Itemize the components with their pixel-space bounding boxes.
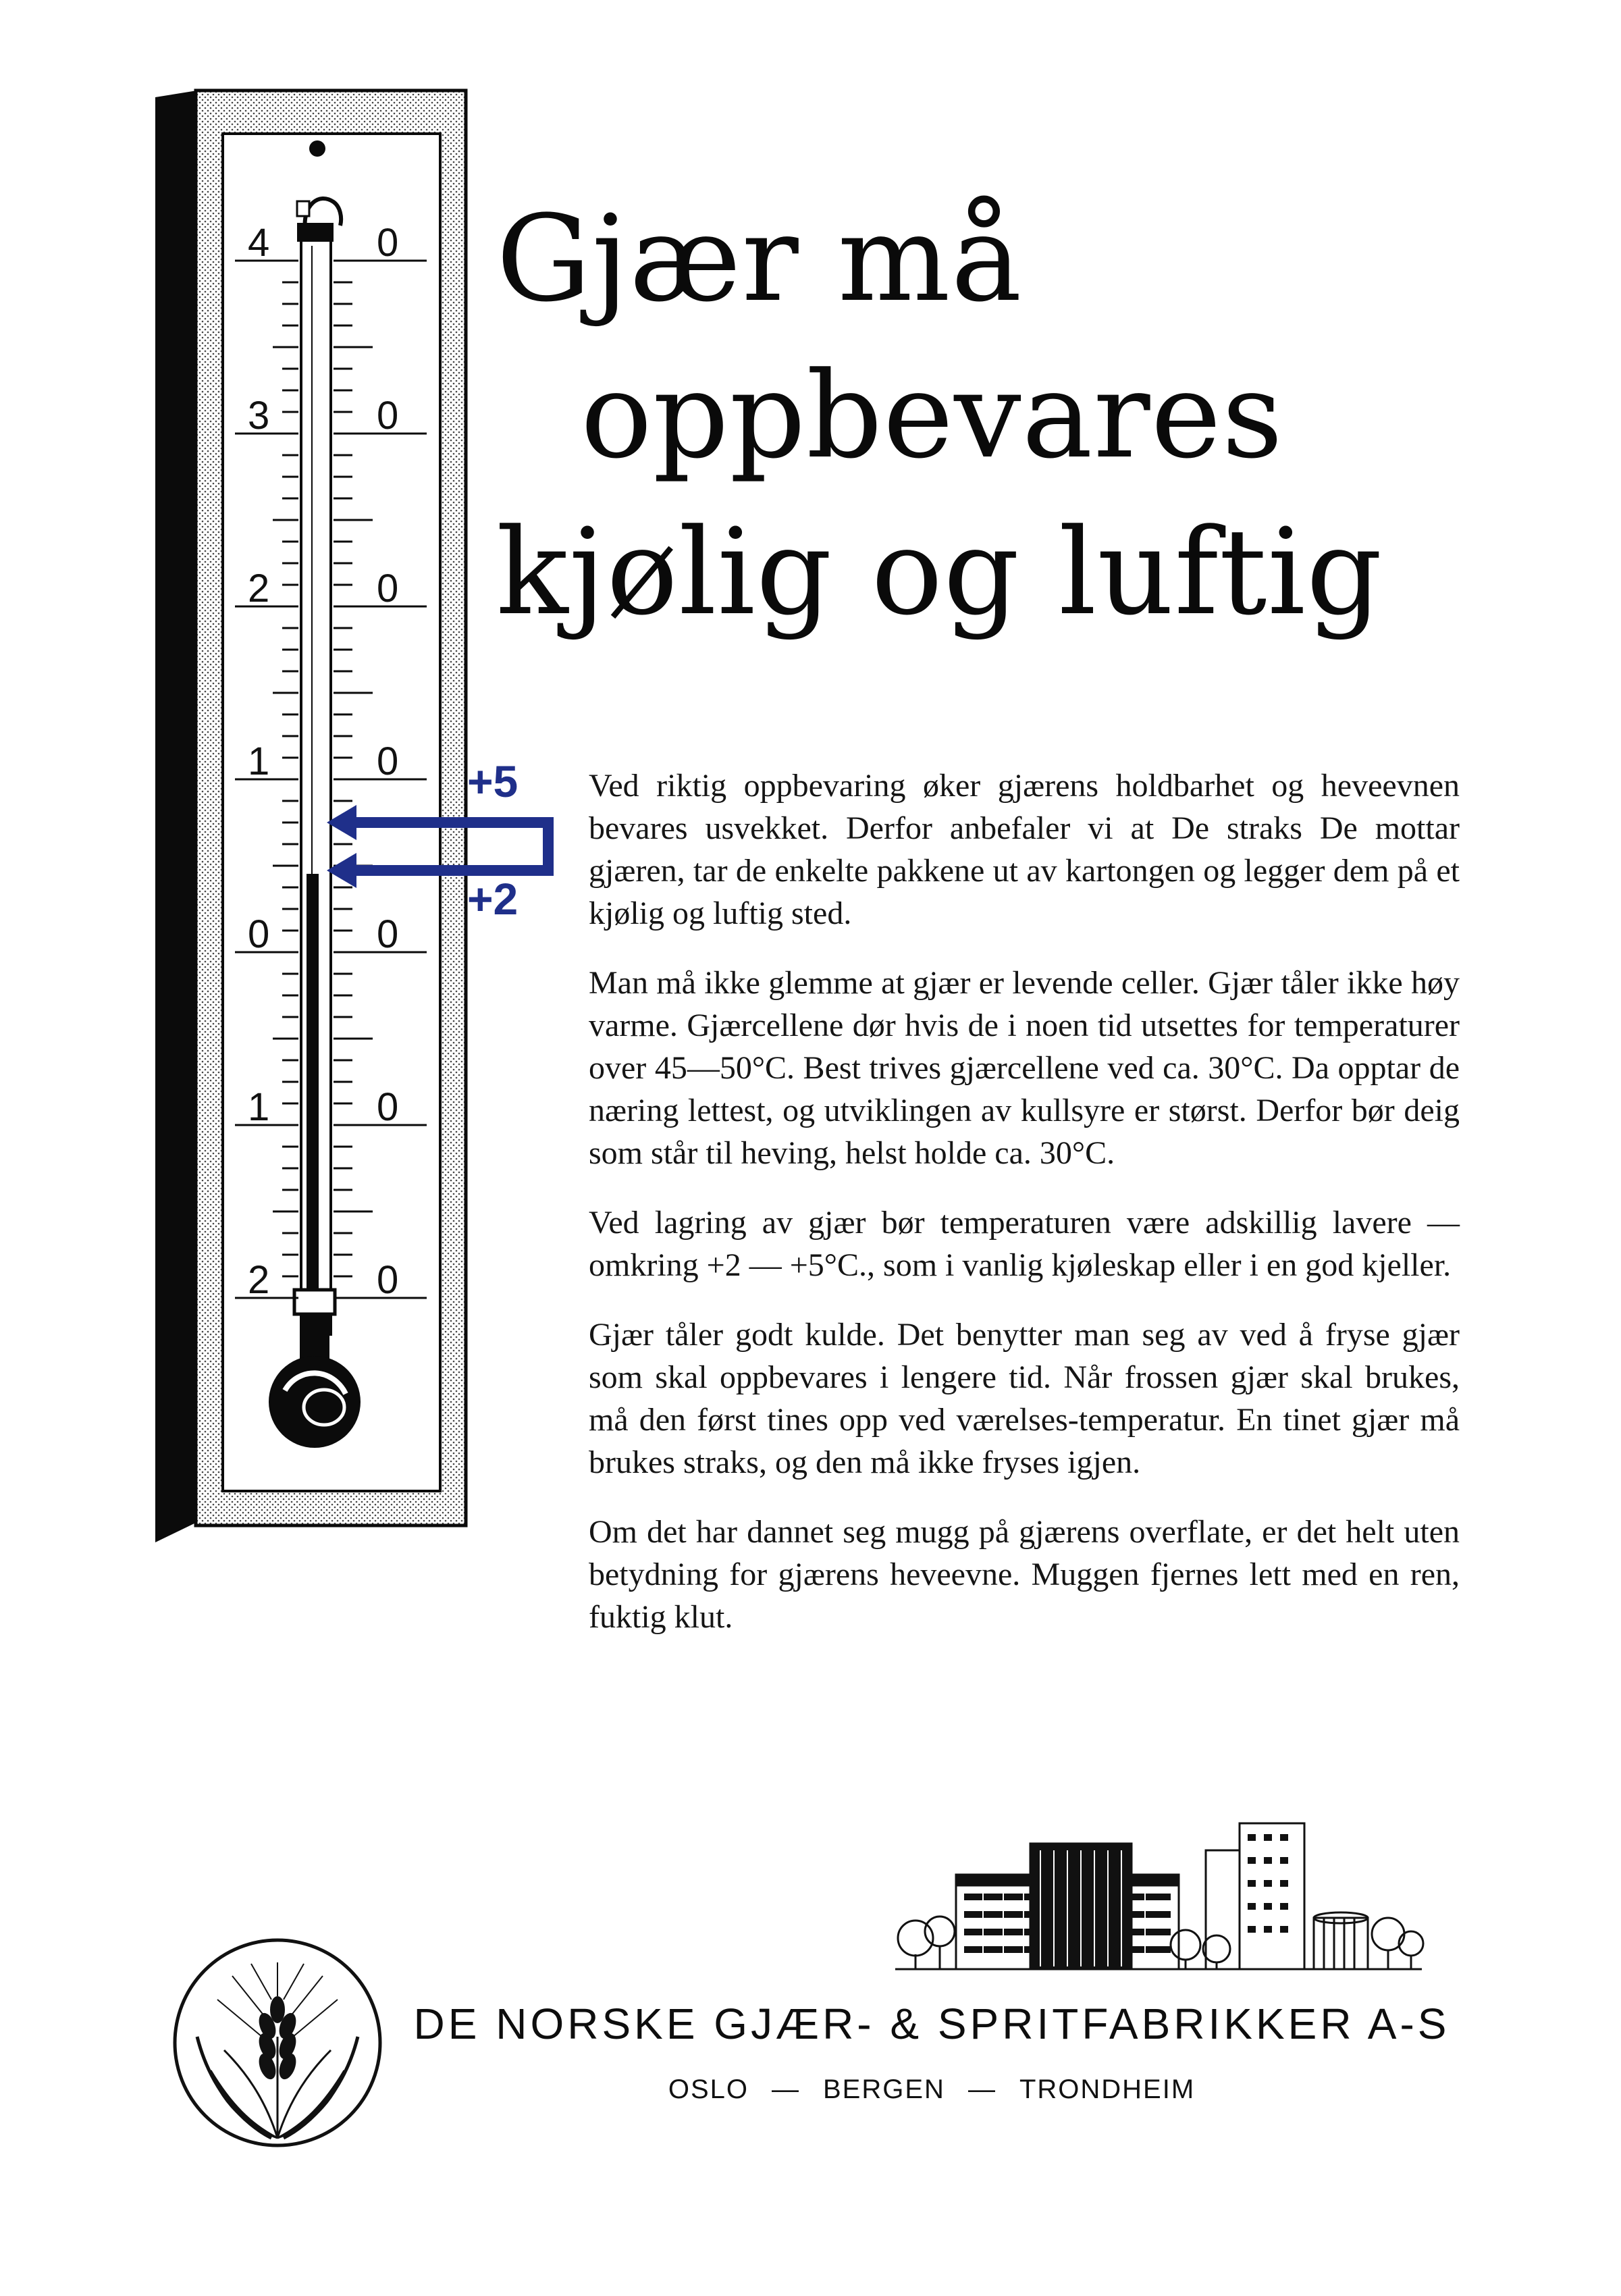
paragraph-3: Ved lagring av gjær bør temperaturen være adskillig lavere — omkring +2 — +5°C., som i vanlig kjøleskap eller i en god kjeller. <box>589 1205 1460 1283</box>
scale-left-5: 0 <box>248 912 270 956</box>
headline <box>496 181 1383 651</box>
paragraph-1: Ved riktig oppbevaring øker gjærens holdbarhet og heveevnen bevares usvekket. Derfor anbefaler vi at De straks De mottar gjæren, tar de enkelte pakkene ut av kartongen og legger dem på et kjølig og luftig sted. <box>589 768 1460 931</box>
wheat-emblem <box>170 1935 385 2150</box>
city-trondheim: TRONDHEIM <box>1019 2075 1196 2104</box>
headline-line-2: oppbevares <box>581 346 1284 485</box>
paragraph-5: Om det har dannet seg mugg på gjærens overflate, er det helt uten betydning for gjærens heveevne. Muggen fjernes lett med en ren, fuktig klut. <box>589 1514 1460 1635</box>
body-text <box>589 764 1460 1665</box>
scale-right-6: 0 <box>377 1085 399 1129</box>
city-oslo: OSLO <box>668 2075 749 2104</box>
city-separator: — <box>772 2075 800 2104</box>
headline-line-3: kjølig og luftig <box>496 503 1383 642</box>
scale-left-6: 1 <box>248 1085 270 1129</box>
scale-left-1: 4 <box>248 221 270 265</box>
scale-right-5: 0 <box>377 912 399 956</box>
scale-right-3: 0 <box>377 567 399 610</box>
thermometer-illustration <box>150 90 519 1563</box>
city-separator: — <box>967 2075 996 2104</box>
scale-left-4: 1 <box>248 739 270 783</box>
marker-upper-label: +5 <box>467 756 519 806</box>
scale-right-1: 0 <box>377 221 399 265</box>
scale-left-3: 2 <box>248 567 270 610</box>
scale-right-2: 0 <box>377 394 399 438</box>
scale-left-7: 2 <box>248 1258 270 1302</box>
scale-right-7: 0 <box>377 1258 399 1302</box>
paragraph-4: Gjær tåler godt kulde. Det benytter man seg av ved å fryse gjær som skal oppbevares i lengere tid. Når frossen gjær skal brukes, må den først tines opp ved værelses-temperatur. En tinet gjær må brukes straks, og den må ikke fryses igjen. <box>589 1317 1460 1480</box>
factory-illustration <box>888 1810 1429 1979</box>
marker-lower-label: +2 <box>467 874 519 924</box>
headline-line-1: Gjær må <box>496 190 1023 328</box>
company-name: DE NORSKE GJÆR- & SPRITFABRIKKER A-S <box>413 2000 1450 2048</box>
paragraph-2: Man må ikke glemme at gjær er levende celler. Gjær tåler ikke høy varme. Gjærcellene dør hvis de i noen tid utsettes for temperaturer over 45—50°C. Best trives gjærcellene ved ca. 30°C. Da opptar de næring lettest, og utviklingen av kullsyre er størst. Derfor bør deig som står til heving, helst holde ca. 30°C. <box>589 965 1460 1171</box>
scale-left-2: 3 <box>248 394 270 438</box>
scale-right-4: 0 <box>377 739 399 783</box>
city-bergen: BERGEN <box>823 2075 945 2104</box>
company-cities <box>405 2075 1458 2105</box>
